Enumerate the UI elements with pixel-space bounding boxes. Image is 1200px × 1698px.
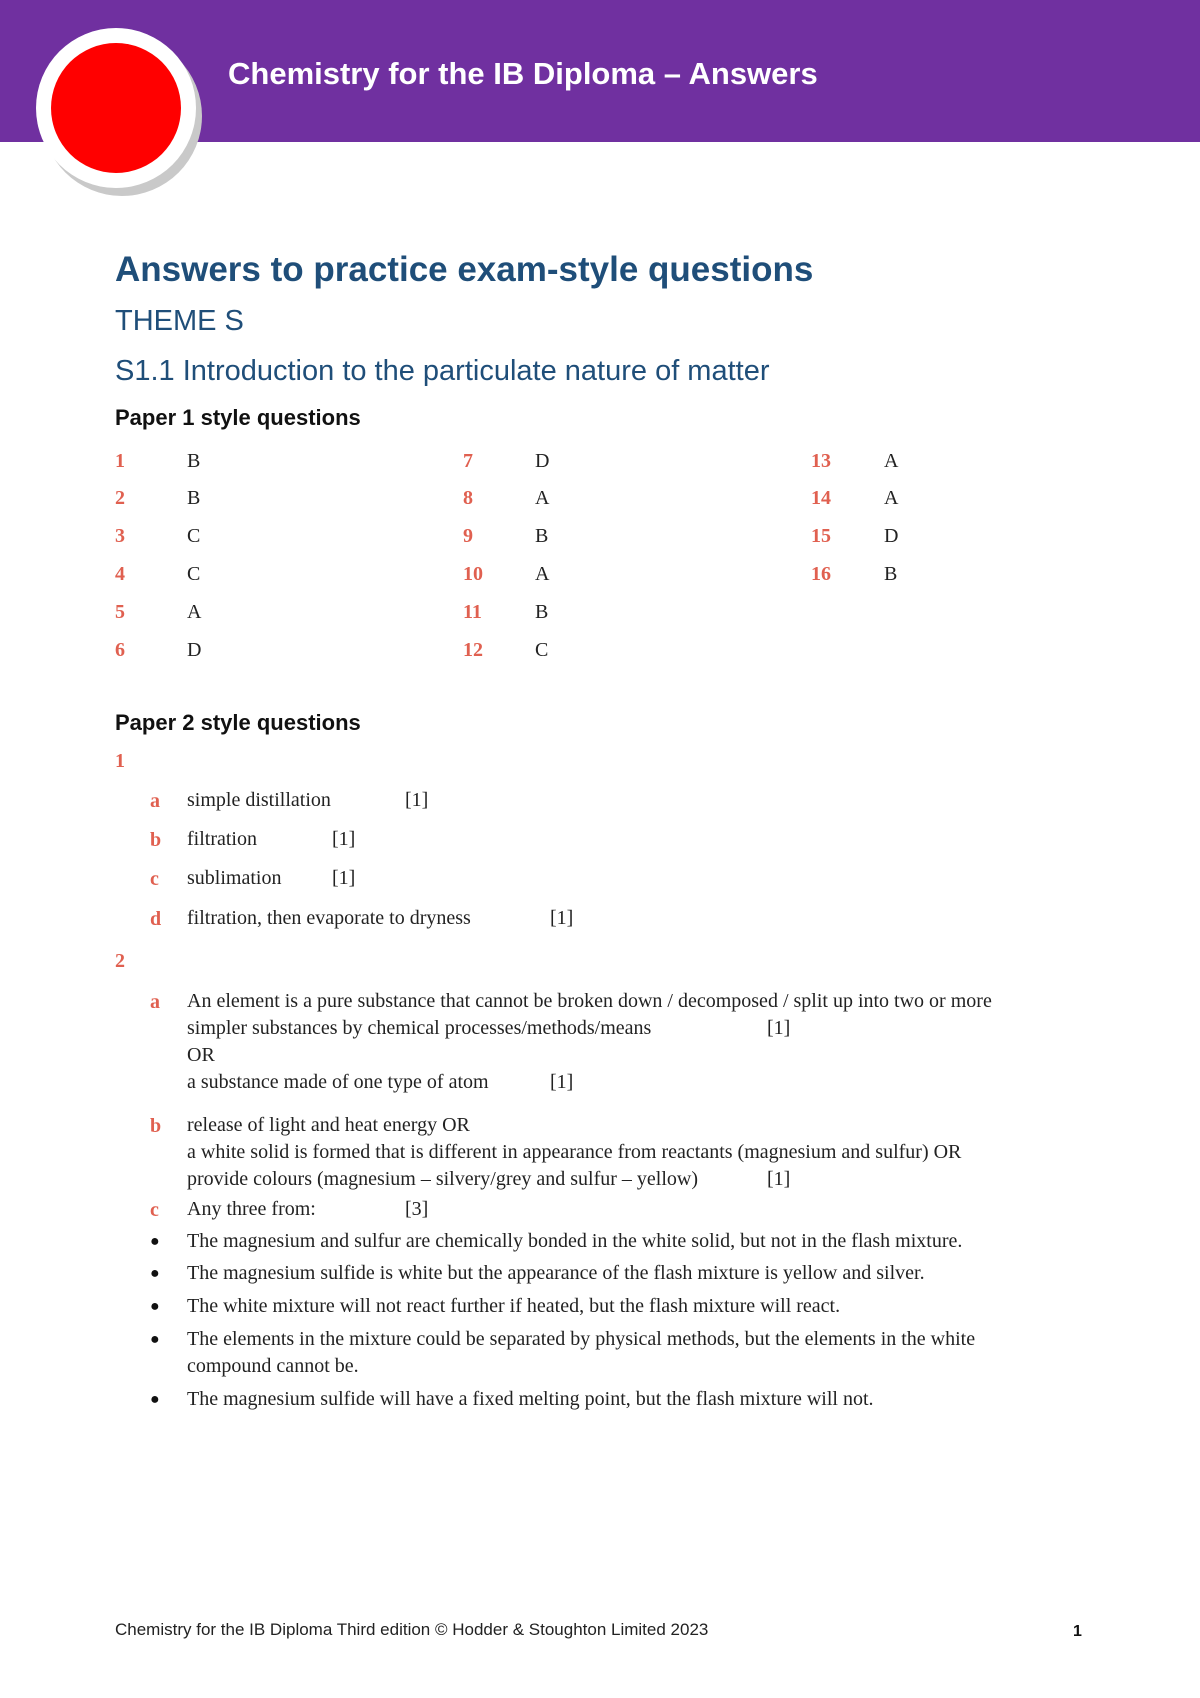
p1-number: 7 xyxy=(463,450,473,472)
logo-red-circle xyxy=(51,43,181,173)
q2b-line: provide colours (magnesium – silvery/grey and sulfur – yellow) xyxy=(187,1168,698,1190)
q2c-mark: [3] xyxy=(405,1198,429,1220)
p1-number: 1 xyxy=(115,450,125,472)
q1-part-label: b xyxy=(150,829,162,851)
p1-answer: A xyxy=(535,487,550,509)
p1-number: 3 xyxy=(115,525,125,547)
q2c-bullet: The magnesium sulfide will have a fixed melting point, but the flash mixture will not. xyxy=(187,1388,874,1410)
header-title: Chemistry for the IB Diploma – Answers xyxy=(228,56,818,91)
q1-part-text: filtration, then evaporate to dryness xyxy=(187,907,471,929)
q1-part-text: sublimation xyxy=(187,867,282,889)
p1-answer: A xyxy=(535,563,550,585)
p1-answer: B xyxy=(535,601,549,623)
p1-answer: B xyxy=(884,563,898,585)
q2c-bullet: The elements in the mixture could be separated by physical methods, but the elements in the white xyxy=(187,1328,976,1350)
p1-number: 10 xyxy=(463,563,483,585)
p1-answer: A xyxy=(884,487,899,509)
bullet-icon: ● xyxy=(150,1233,160,1250)
q2c-bullet: The white mixture will not react further if heated, but the flash mixture will react. xyxy=(187,1295,841,1317)
p1-number: 4 xyxy=(115,563,125,585)
q1-part-label: c xyxy=(150,868,159,890)
p1-number: 5 xyxy=(115,601,125,623)
q2a-label: a xyxy=(150,991,160,1013)
q1-part-text: filtration xyxy=(187,828,257,850)
p1-number: 9 xyxy=(463,525,473,547)
bullet-icon: ● xyxy=(150,1298,160,1315)
p1-answer: D xyxy=(884,525,899,547)
p1-number: 16 xyxy=(811,563,831,585)
q1-part-mark: [1] xyxy=(332,867,356,889)
p1-number: 14 xyxy=(811,487,831,509)
q2b-mark: [1] xyxy=(767,1168,791,1190)
q2c-bullet: The magnesium sulfide is white but the appearance of the flash mixture is yellow and silver. xyxy=(187,1262,925,1284)
q2b-label: b xyxy=(150,1115,162,1137)
p1-number: 2 xyxy=(115,487,125,509)
q2a-or: OR xyxy=(187,1044,215,1066)
paper2-heading: Paper 2 style questions xyxy=(115,710,361,735)
q1-part-label: d xyxy=(150,908,162,930)
p1-number: 13 xyxy=(811,450,831,472)
p1-answer: C xyxy=(187,563,201,585)
p1-answer: D xyxy=(535,450,550,472)
p1-answer: D xyxy=(187,639,202,661)
q2b-line: release of light and heat energy OR xyxy=(187,1114,470,1136)
q2b-line: a white solid is formed that is different in appearance from reactants (magnesium and sulfur) OR xyxy=(187,1141,962,1163)
q1-part-mark: [1] xyxy=(405,789,429,811)
q2c-text: Any three from: xyxy=(187,1198,316,1220)
q1-part-mark: [1] xyxy=(550,907,574,929)
theme-heading: THEME S xyxy=(115,305,244,337)
page-title: Answers to practice exam-style questions xyxy=(115,250,814,289)
q2c-label: c xyxy=(150,1199,159,1221)
p1-answer: A xyxy=(884,450,899,472)
q2a-line: An element is a pure substance that cannot be broken down / decomposed / split up into two or more xyxy=(187,990,992,1012)
q1-part-text: simple distillation xyxy=(187,789,331,811)
p1-number: 6 xyxy=(115,639,125,661)
footer-copyright: Chemistry for the IB Diploma Third edition © Hodder & Stoughton Limited 2023 xyxy=(115,1620,709,1639)
p1-number: 15 xyxy=(811,525,831,547)
paper1-heading: Paper 1 style questions xyxy=(115,405,361,430)
q2a-line: a substance made of one type of atom xyxy=(187,1071,489,1093)
section-heading: S1.1 Introduction to the particulate nature of matter xyxy=(115,355,770,387)
p1-answer: A xyxy=(187,601,202,623)
q2a-line: simpler substances by chemical processes/methods/means xyxy=(187,1017,652,1039)
p1-number: 12 xyxy=(463,639,483,661)
p1-answer: B xyxy=(187,487,201,509)
page-number: 1 xyxy=(1073,1623,1082,1640)
logo xyxy=(36,28,196,188)
q2-number: 2 xyxy=(115,950,125,972)
bullet-icon: ● xyxy=(150,1391,160,1408)
q1-number: 1 xyxy=(115,750,125,772)
p1-answer: C xyxy=(187,525,201,547)
q1-part-label: a xyxy=(150,790,160,812)
p1-number: 8 xyxy=(463,487,473,509)
bullet-icon: ● xyxy=(150,1331,160,1348)
p1-answer: C xyxy=(535,639,549,661)
p1-answer: B xyxy=(535,525,549,547)
q1-part-mark: [1] xyxy=(332,828,356,850)
p1-number: 11 xyxy=(463,601,482,623)
p1-answer: B xyxy=(187,450,201,472)
q2a-mark: [1] xyxy=(767,1017,791,1039)
q2c-bullet-continued: compound cannot be. xyxy=(187,1355,359,1377)
bullet-icon: ● xyxy=(150,1265,160,1282)
q2c-bullet: The magnesium and sulfur are chemically bonded in the white solid, but not in the flash mixture. xyxy=(187,1230,963,1252)
q2a-mark: [1] xyxy=(550,1071,574,1093)
